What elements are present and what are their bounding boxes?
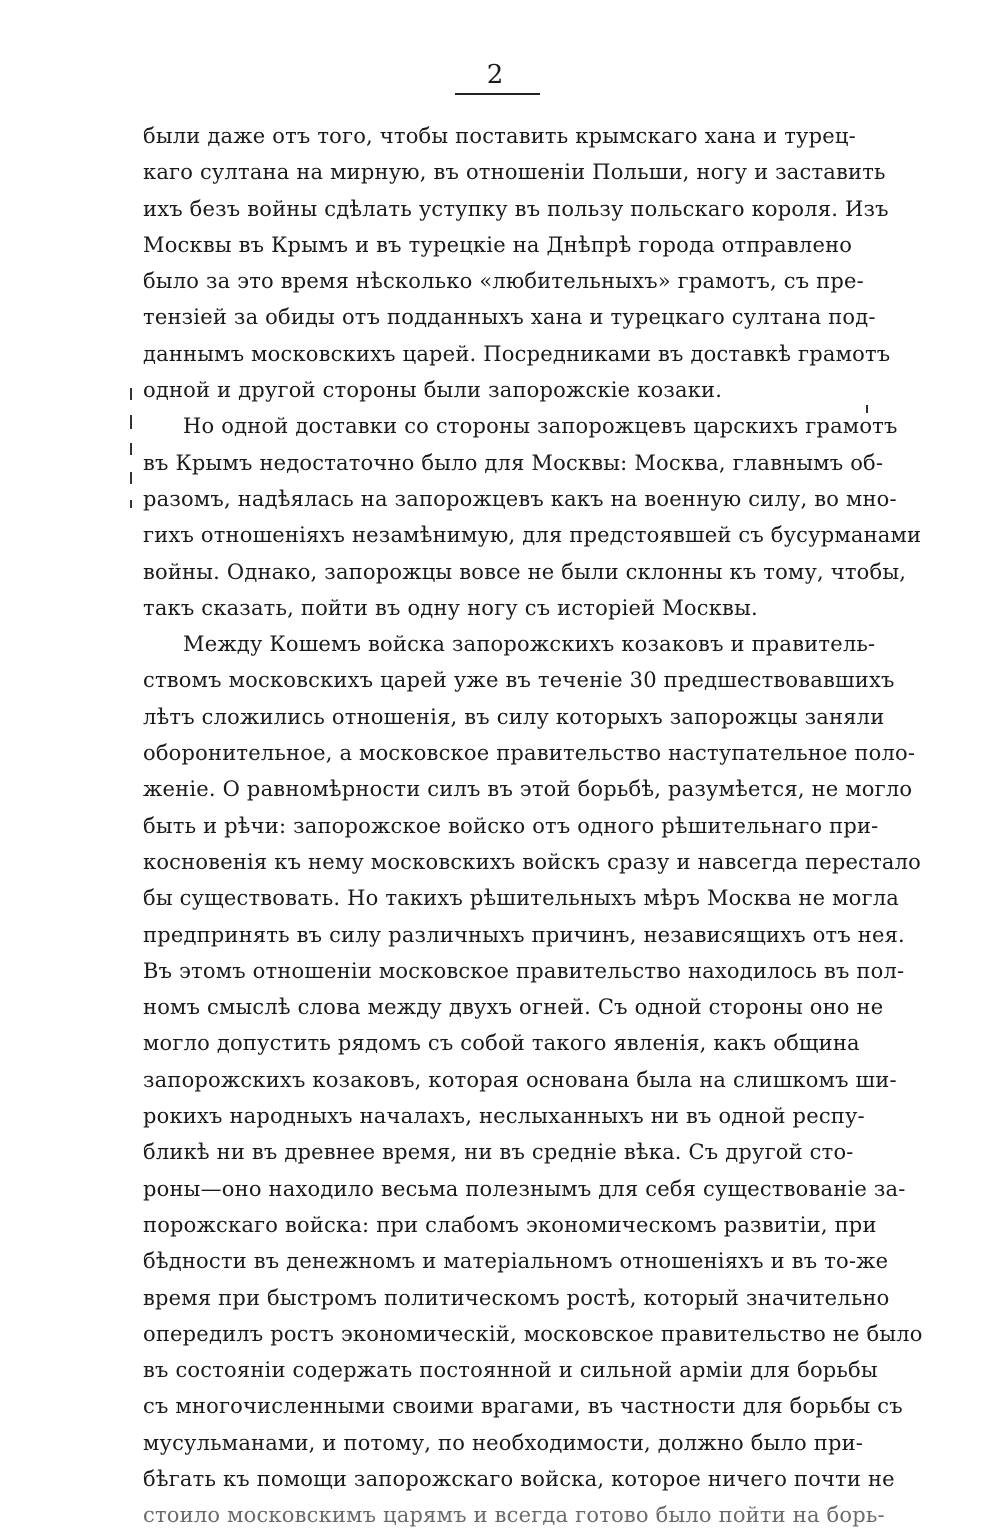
body-text — [143, 118, 923, 1534]
text-line: лѣтъ сложились отношенiя, въ силу которыхъ запорожцы заняли — [143, 704, 885, 729]
text-line: ихъ безъ войны сдѣлать уступку въ пользу польскаго короля. Изъ — [143, 196, 889, 221]
text-line: бѣгать къ помощи запорожскаго войска, которое ничего почти не — [143, 1466, 895, 1491]
text-line: стоило московскимъ царямъ и всегда готово было пойти на борь- — [143, 1503, 885, 1528]
text-line: мусульманами, и потому, по необходимости, должно было при- — [143, 1430, 864, 1455]
text-line: даннымъ московскихъ царей. Посредниками въ доставкѣ грамотъ — [143, 341, 891, 366]
margin-mark — [130, 415, 132, 429]
text-line: войны. Однако, запорожцы вовсе не были склонны къ тому, чтобы, — [143, 559, 907, 584]
page-number-rule — [455, 93, 540, 95]
text-line: въ состоянiи содержать постоянной и сильной армiи для борьбы — [143, 1358, 878, 1383]
paragraph — [143, 118, 891, 408]
text-line: гихъ отношенiяхъ незамѣнимую, для предстоявшей съ бусурманами — [143, 523, 922, 548]
text-line: номъ смыслѣ слова между двухъ огней. Съ одной стороны оно не — [143, 995, 884, 1020]
margin-mark — [130, 388, 132, 400]
page-number: 2 — [486, 60, 504, 90]
paragraph — [143, 626, 923, 1533]
text-line: тензiей за обиды отъ подданныхъ хана и турецкаго султана под- — [143, 305, 876, 330]
text-line: могло допустить рядомъ съ собой такого явленiя, какъ община — [143, 1031, 860, 1056]
text-line: каго султана на мирную, въ отношенiи Польши, ногу и заставить — [143, 160, 886, 185]
text-line: съ многочисленными своими врагами, въ частности для борьбы съ — [143, 1394, 903, 1419]
text-line: опередилъ ростъ экономическiй, московское правительство не было — [143, 1321, 923, 1346]
text-line: порожскаго войска: при слабомъ экономическомъ развитiи, при — [143, 1212, 877, 1237]
text-line: бликѣ ни въ древнее время, ни въ среднiе вѣка. Съ другой сто- — [143, 1140, 854, 1165]
text-line: въ Крымъ недостаточно было для Москвы: Москва, главнымъ об- — [143, 450, 884, 475]
text-line: были даже отъ того, чтобы поставить крымскаго хана и турец- — [143, 124, 856, 148]
text-line: рокихъ народныхъ началахъ, неслыханныхъ ни въ одной респу- — [143, 1104, 865, 1129]
text-line: ствомъ московскихъ царей уже въ теченiе 30 предшествовавшихъ — [143, 668, 895, 693]
text-line: Москвы въ Крымъ и въ турецкiе на Днѣпрѣ города отправлено — [143, 232, 853, 257]
text-line: бы существовать. Но такихъ рѣшительныхъ мѣръ Москва не могла — [143, 886, 899, 911]
text-line: роны—оно находило весьма полезнымъ для себя существованiе за- — [143, 1176, 906, 1201]
text-line: женiе. О равномѣрности силъ въ этой борьбѣ, разумѣется, не могло — [143, 777, 913, 802]
text-line: предпринять въ силу различныхъ причинъ, независящихъ отъ нея. — [143, 922, 905, 947]
text-line: косновенiя къ нему московскихъ войскъ сразу и навсегда перестало — [143, 849, 921, 874]
text-line: быть и рѣчи: запорожское войско отъ одного рѣшительнаго при- — [143, 813, 879, 838]
text-line: Но одной доставки со стороны запорожцевъ царскихъ грамотъ — [183, 414, 898, 439]
margin-mark — [130, 500, 132, 508]
text-line: время при быстромъ политическомъ ростѣ, который значительно — [143, 1285, 890, 1310]
text-line: разомъ, надѣялась на запорожцевъ какъ на военную силу, во мно- — [143, 486, 897, 511]
margin-mark — [130, 472, 132, 484]
text-line: Между Кошемъ войска запорожскихъ козаковъ и правитель- — [183, 632, 876, 657]
text-line: запорожскихъ козаковъ, которая основана была на слишкомъ ши- — [143, 1067, 897, 1092]
text-line: оборонительное, а московское правительство наступательное поло- — [143, 741, 916, 766]
text-line: Въ этомъ отношенiи московское правительство находилось въ пол- — [143, 958, 905, 983]
text-line: одной и другой стороны были запорожскiе козаки. — [143, 378, 723, 403]
text-line: такъ сказать, пойти въ одну ногу съ исторiей Москвы. — [143, 595, 758, 620]
margin-mark — [130, 443, 132, 455]
text-line: бѣдности въ денежномъ и матерiальномъ отношенiяхъ и въ то-же — [143, 1249, 889, 1274]
text-line: было за это время нѣсколько «любительныхъ» грамотъ, съ пре- — [143, 269, 864, 294]
paragraph — [143, 408, 922, 626]
